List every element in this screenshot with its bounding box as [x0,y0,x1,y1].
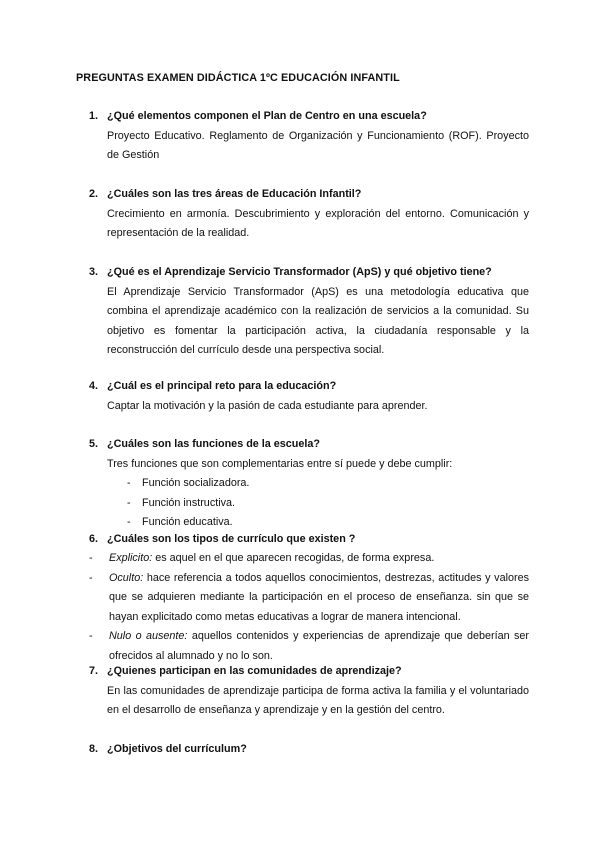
answer-text [89,283,529,361]
question-block-5 [89,435,529,533]
list-item-text: Función instructiva. [142,496,236,509]
term-description: hace referencia a todos aquellos conocimientos, destrezas, actitudes y valores que se adquieren mediante la participación en el proceso de enseñanza. sin que se hayan explicitado como metas educativas a lograr de manera intencional. [109,571,529,623]
question-heading [89,662,529,682]
question-heading [89,263,529,283]
question-block-1 [89,107,529,166]
question-block-6 [89,530,529,550]
list-item [89,569,529,628]
bullet-dash: - [89,552,93,564]
answer-text [89,205,529,244]
term-label: Oculto: [109,571,144,584]
question-number: 6. [89,533,99,545]
answer-text [89,455,529,475]
question-text: ¿Cuáles son las tres áreas de Educación Infantil? [107,188,362,200]
question-heading [89,530,529,550]
answer-text [89,397,529,417]
question-text: ¿Quienes participan en las comunidades de aprendizaje? [107,665,402,677]
list-item-text: Función socializadora. [142,477,250,489]
term-label: Nulo o ausente: [109,630,188,642]
question-number: 3. [89,266,99,278]
question-heading [89,740,529,760]
list-item [107,474,529,494]
term-description: aquellos contenidos y experiencias de aprendizaje que deberían ser ofrecidos al alumnado y no lo son. [109,630,529,662]
question-heading [89,107,529,127]
list-item [89,627,529,666]
list-item [107,494,529,514]
question-block-3 [89,263,529,361]
answer-paragraph: El Aprendizaje Servicio Transformador (ApS) es una metodología educativa que combina el aprendizaje académico con la realización de servicios a la comunidad. Su objetivo es fomentar la participación activa, la ciudadanía responsable y la reconstrucción del currículo desde una perspectiva social. [107,285,529,356]
question-text: ¿Qué es el Aprendizaje Servicio Transformador (ApS) y qué objetivo tiene? [107,266,492,278]
question-number: 2. [89,188,99,200]
answer-paragraph: Proyecto Educativo. Reglamento de Organización y Funcionamiento (ROF). Proyecto de Gestión [107,129,529,161]
question-number: 4. [89,380,99,392]
question-text: ¿Cuáles son los tipos de currículo que existen ? [107,533,356,545]
list-item-text: Función educativa. [142,516,233,528]
question-text: ¿Qué elementos componen el Plan de Centro en una escuela? [107,110,427,122]
question-heading [89,435,529,455]
question-text: ¿Cuáles son las funciones de la escuela? [107,438,321,450]
answer-text [89,127,529,166]
question-number: 7. [89,665,99,677]
answer-text [89,682,529,721]
question-number: 5. [89,438,99,450]
answer-paragraph: Tres funciones que son complementarias entre sí puede y debe cumplir: [107,457,453,470]
bullet-dash: - [89,571,93,584]
list-item [89,549,529,569]
bullet-dash: - [127,477,131,489]
question-block-8 [89,740,529,760]
question-block-4 [89,377,529,416]
answer-paragraph: En las comunidades de aprendizaje participa de forma activa la familia y el voluntariado en el desarrollo de enseñanza y aprendizaje y en la gestión del centro. [107,684,529,716]
question-block-7 [89,662,529,721]
question-heading [89,377,529,397]
bullet-dash: - [127,516,131,528]
question-number: 8. [89,743,99,755]
question-heading [89,185,529,205]
bullet-dash: - [127,496,131,509]
bullet-dash: - [89,630,93,642]
term-description: es aquel en el que aparecen recogidas, de forma expresa. [152,552,435,564]
document-title: PREGUNTAS EXAMEN DIDÁCTICA 1ºC EDUCACIÓN INFANTIL [76,72,400,84]
answer-paragraph: Crecimiento en armonía. Descubrimiento y exploración del entorno. Comunicación y representación de la realidad. [107,207,529,239]
curriculum-types-list [89,549,529,666]
question-text: ¿Objetivos del currículum? [107,743,247,755]
question-number: 1. [89,110,99,122]
question-block-2 [89,185,529,244]
term-label: Explicito: [109,552,153,564]
answer-paragraph: Captar la motivación y la pasión de cada estudiante para aprender. [107,399,428,412]
question-text: ¿Cuál es el principal reto para la educación? [107,380,337,392]
functions-list [89,474,529,533]
